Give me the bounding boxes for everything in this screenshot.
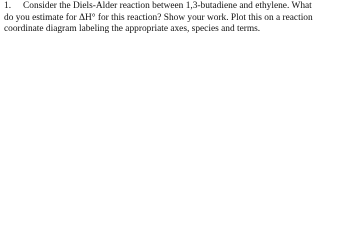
question-line-1-text: Consider the Diels-Alder reaction between 1,3-butadiene and ethylene. What — [23, 1, 312, 11]
question-number: 1. — [4, 1, 12, 11]
question-text — [4, 1, 348, 36]
question-line-2: do you estimate for ΔH° for this reaction? Show your work. Plot this on a reaction — [4, 12, 313, 23]
question-line-1 — [4, 1, 348, 13]
question-line-3: coordinate diagram labeling the appropriate axes, species and terms. — [4, 24, 261, 35]
